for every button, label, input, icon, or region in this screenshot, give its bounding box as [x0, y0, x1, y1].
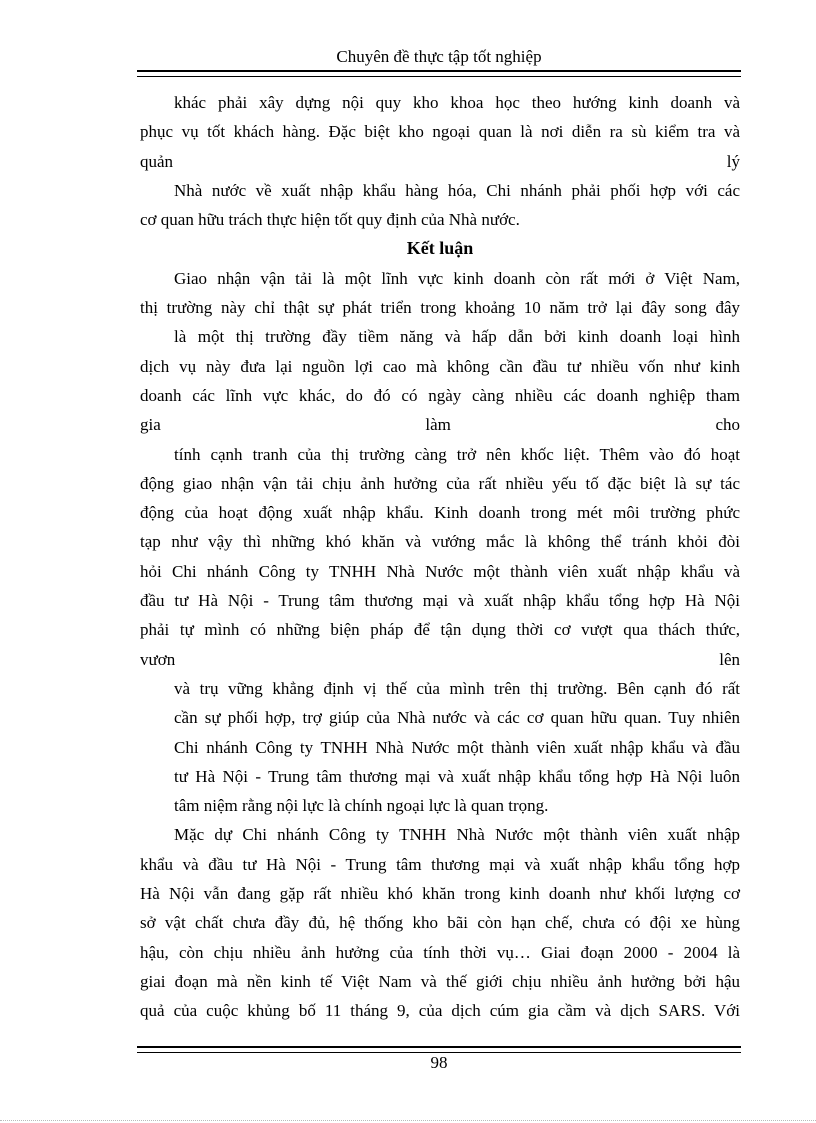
- text-line: và trụ vững khẳng định vị thế của mình trên thị trường. Bên cạnh đó rất: [174, 678, 740, 698]
- text-line: phải tự mình có những biện pháp để tận dụng thời cơ vượt qua thách thức,: [140, 620, 740, 640]
- text-line: tư Hà Nội - Trung tâm thương mại và xuất nhập khẩu tổng hợp Hà Nội luôn: [174, 766, 740, 786]
- page-header-title: Chuyên đề thực tập tốt nghiệp: [336, 47, 542, 66]
- text-line: động giao nhận vận tải chịu ảnh hưởng của rất nhiều yếu tố đặc biệt là sự tác: [140, 473, 740, 493]
- text-line: tâm niệm rằng nội lực là chính ngoại lực là quan trọng.: [174, 796, 549, 816]
- text-line: quả của cuộc khủng bố 11 tháng 9, của dịch cúm gia cầm và dịch SARS. Với: [140, 1001, 740, 1021]
- text-line: hậu, còn chịu nhiều ảnh hưởng của tính thời vụ… Giai đoạn 2000 - 2004 là: [140, 942, 740, 962]
- text-line: khác phải xây dựng nội quy kho khoa học theo hướng kinh doanh và: [174, 93, 740, 112]
- text-line: tính cạnh tranh của thị trường càng trở nên khốc liệt. Thêm vào đó hoạt: [174, 444, 740, 464]
- text-line: tạp như vậy thì những khó khăn và vướng mắc là không thể tránh khỏi đòi: [140, 532, 740, 552]
- word: gia: [140, 415, 161, 435]
- text-line: thị trường này chỉ thật sự phát triển trong khoảng 10 năm trở lại đây song đây: [140, 298, 740, 318]
- text-line: Hà Nội vẫn đang gặp rất nhiều khó khăn trong kinh doanh như khối lượng cơ: [140, 884, 740, 904]
- text-line: cần sự phối hợp, trợ giúp của Nhà nước và các cơ quan hữu quan. Tuy nhiên: [174, 708, 740, 728]
- text-line: doanh các lĩnh vực khác, do đó có ngày càng nhiều các doanh nghiệp tham: [140, 385, 740, 405]
- text-line: giai đoạn mà nền kinh tế Việt Nam và thế giới chịu nhiều ảnh hưởng bởi hậu: [140, 971, 740, 991]
- header-rule: [137, 70, 741, 77]
- text-line: sở vật chất chưa đầy đủ, hệ thống kho bãi còn hạn chế, chưa có đội xe hùng: [140, 913, 740, 933]
- footer-rule: [137, 1046, 741, 1053]
- text-line: là một thị trường đầy tiềm năng và hấp dẫn bởi kinh doanh loại hình: [174, 327, 740, 347]
- page-edge-divider: [0, 1120, 816, 1121]
- text-line: động của hoạt động xuất nhập khẩu. Kinh doanh trong mét môi trường phức: [140, 503, 740, 523]
- page-number: 98: [430, 1053, 448, 1072]
- text-line: khẩu và đầu tư Hà Nội - Trung tâm thương mại và xuất nhập khẩu tổng hợp: [140, 854, 740, 874]
- word: quản: [140, 151, 174, 171]
- text-line: hỏi Chi nhánh Công ty TNHH Nhà Nước một thành viên xuất nhập khẩu và: [140, 561, 740, 581]
- text-line: Mặc dự Chi nhánh Công ty TNHH Nhà Nước một thành viên xuất nhập: [174, 825, 740, 845]
- word: vươn: [140, 649, 176, 669]
- text-line: Nhà nước về xuất nhập khẩu hàng hóa, Chi nhánh phải phối hợp với các: [174, 180, 740, 200]
- text-line: [140, 147, 740, 176]
- text-line: Chi nhánh Công ty TNHH Nhà Nước một thành viên xuất nhập khẩu và đầu: [174, 737, 740, 757]
- word: lên: [719, 649, 740, 669]
- text-line: dịch vụ này đưa lại nguồn lợi cao mà không cần đầu tư nhiều vốn như kinh: [140, 356, 740, 376]
- word: cho: [715, 415, 740, 435]
- text-line: phục vụ tốt khách hàng. Đặc biệt kho ngoại quan là nơi diễn ra sù kiểm tra và: [140, 122, 740, 142]
- text-line: [140, 645, 740, 674]
- section-heading: Kết luận: [406, 238, 474, 259]
- document-body: [140, 88, 740, 1026]
- text-line: cơ quan hữu trách thực hiện tốt quy định của Nhà nước.: [140, 210, 520, 230]
- text-line: [140, 410, 740, 439]
- text-line: Giao nhận vận tải là một lĩnh vực kinh doanh còn rất mới ở Việt Nam,: [174, 268, 740, 288]
- text-line: đầu tư Hà Nội - Trung tâm thương mại và xuất nhập khẩu tổng hợp Hà Nội: [140, 591, 740, 611]
- word: lý: [726, 151, 740, 171]
- word: làm: [425, 415, 451, 435]
